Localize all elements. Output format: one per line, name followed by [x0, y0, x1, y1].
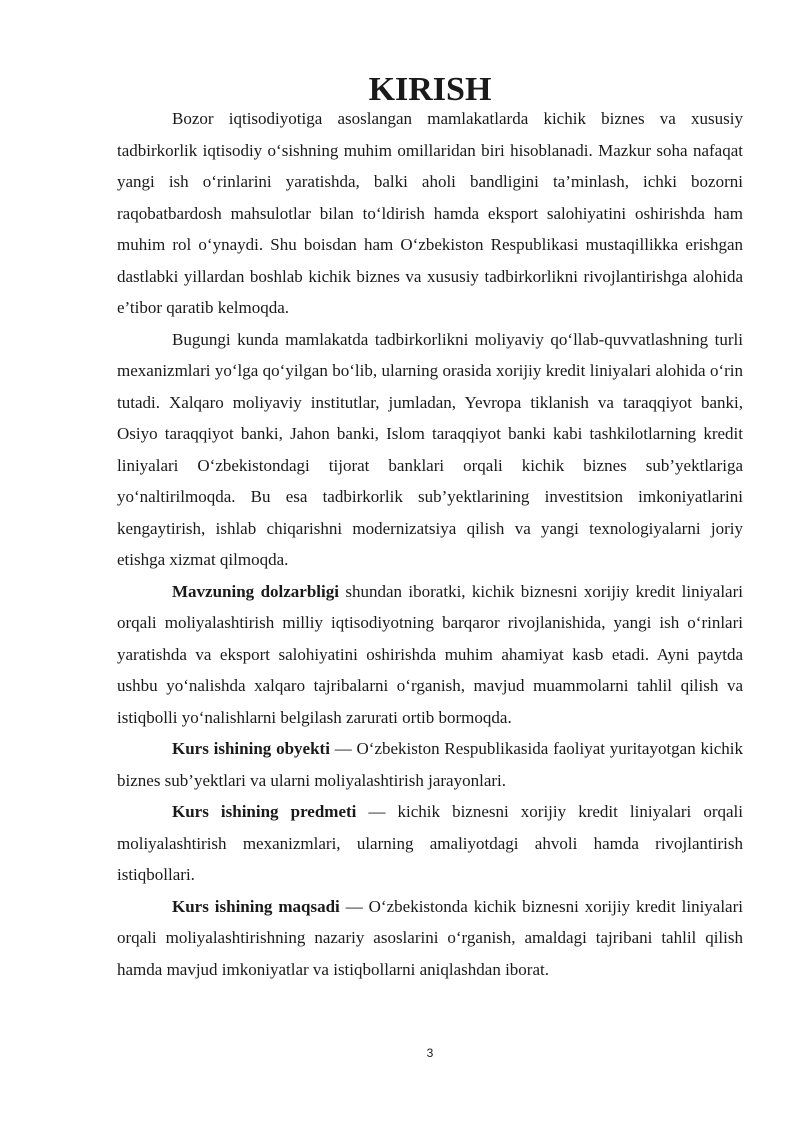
paragraph-lead: Mavzuning dolzarbligi — [172, 581, 339, 601]
paragraph-intro — [117, 103, 743, 324]
paragraph-text: Bozor iqtisodiyotiga asoslangan mamlakatlarda kichik biznes va xususiy tadbirkorlik iqtisodiy o‘sishning muhim omillaridan biri hisoblanadi. Mazkur soha nafaqat yangi ish o‘rinlarini yaratishda, balki aholi bandligini ta’minlash, ichki bozorni raqobatbardosh mahsulotlar bilan to‘ldirish hamda eksport salohiyatini oshirishda ham muhim rol o‘ynaydi. Shu boisdan ham O‘zbekiston Respublikasi mustaqillikka erishgan dastlabki yillardan boshlab kichik biznes va xususiy tadbirkorlikni rivojlantirishga alohida e’tibor qaratib kelmoqda. — [117, 109, 743, 317]
paragraph-lead: Kurs ishining obyekti — [172, 739, 330, 758]
document-page — [117, 71, 743, 985]
paragraph-text: shundan iboratki, kichik biznesni xorijiy kredit liniyalari orqali moliyalashtirish milliy iqtisodiyotning barqaror rivojlanishida, yangi ish o‘rinlari yaratishda va eksport salohiyatini oshirishda muhim ahamiyat kasb etadi. Ayni paytda ushbu yo‘nalishda xalqaro tajribalarni o‘rganish, mavjud muammolarni tahlil qilish va istiqbolli yo‘nalishlarni belgilash zarurati ortib bormoqda. — [117, 581, 743, 727]
paragraph-text: — O‘zbekistonda kichik biznesni xorijiy kredit liniyalari orqali moliyalashtirishning nazariy asoslarini o‘rganish, amaldagi tajribani tahlil qilish hamda mavjud imkoniyatlar va istiqbollarni aniqlashdan iborat. — [117, 896, 743, 979]
page-number: 3 — [426, 1046, 434, 1060]
paragraph-goal — [117, 891, 743, 986]
paragraph-text: Bugungi kunda mamlakatda tadbirkorlikni moliyaviy qo‘llab-quvvatlashning turli mexanizmlari yo‘lga qo‘yilgan bo‘lib, ularning orasida xorijiy kredit liniyalari alohida o‘rin tutadi. Xalqaro moliyaviy institutlar, jumladan, Yevropa tiklanish va taraqqiyot banki, Osiyo taraqqiyot banki, Jahon banki, Islom taraqqiyot banki kabi tashkilotlarning kredit liniyalari O‘zbekistondagi tijorat banklari orqali kichik biznes sub’yektlariga yo‘naltirilmoqda. Bu esa tadbirkorlik sub’yektlarining investitsion imkoniyatlarini kengaytirish, ishlab chiqarishni modernizatsiya qilish va yangi texnologiyalarni joriy etishga xizmat qilmoqda. — [117, 329, 743, 569]
paragraph-subject — [117, 796, 743, 891]
paragraph-text: — O‘zbekiston Respublikasida faoliyat yuritayotgan kichik biznes sub’yektlari va ularni moliyalashtirish jarayonlari. — [117, 739, 743, 790]
section-title: KIRISH — [368, 71, 492, 108]
paragraph-lead: Kurs ishining predmeti — [172, 802, 357, 821]
paragraph-credit-lines — [117, 324, 743, 576]
paragraph-object — [117, 733, 743, 796]
paragraph-relevance — [117, 576, 743, 734]
paragraph-text: — kichik biznesni xorijiy kredit liniyalari orqali moliyalashtirish mexanizmlari, ularning amaliyotdagi ahvoli hamda rivojlantirish istiqbollari. — [117, 802, 743, 884]
paragraph-lead: Kurs ishining maqsadi — [172, 896, 340, 916]
